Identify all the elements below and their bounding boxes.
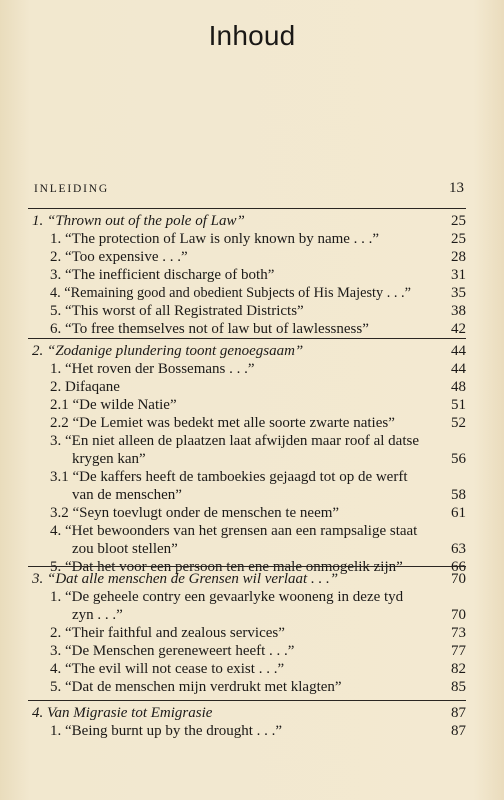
- toc-entry-page: 38: [451, 303, 466, 319]
- toc-entry-text-continued: krygen kan”: [72, 451, 146, 467]
- toc-entry-page: 82: [451, 661, 466, 677]
- toc-entry-text: 2. “Their faithful and zealous services”: [50, 625, 285, 641]
- toc-entry: [28, 378, 466, 396]
- toc-entry-text: 1. “Het roven der Bossemans . . .”: [50, 361, 255, 377]
- toc-entry-text-continued: van de menschen”: [72, 487, 182, 503]
- toc-entry-text: 3.1 “De kaffers heeft de tamboekies gejaagd tot op de werft: [50, 469, 408, 485]
- toc-entry: [28, 230, 466, 248]
- toc-entry-page: 61: [451, 505, 466, 521]
- toc-entry: [28, 660, 466, 678]
- toc-entry: [28, 504, 466, 522]
- toc-entry-text: 5. “Dat de menschen mijn verdrukt met klagten”: [50, 679, 342, 695]
- chapter-page-number: 25: [451, 213, 466, 229]
- toc-entry: [28, 432, 466, 468]
- toc-entry: [28, 284, 466, 302]
- toc-entry: [28, 468, 466, 504]
- toc-entry: [28, 642, 466, 660]
- toc-entry-text: 6. “To free themselves not of law but of lawlessness”: [50, 321, 369, 337]
- intro-row: [34, 180, 464, 197]
- chapter-divider: [28, 566, 466, 567]
- toc-entry-text: 4. “Het bewoonders van het grensen aan een rampsalige staat: [50, 523, 418, 539]
- toc-entry-page: 87: [451, 723, 466, 739]
- toc-entry-text-continued: zou bloot stellen”: [72, 541, 178, 557]
- toc-entry-text: 4. “The evil will not cease to exist . . .”: [50, 661, 285, 677]
- page-title: Inhoud: [208, 20, 296, 51]
- toc-entry-text: 1. “The protection of Law is only known by name . . .”: [50, 231, 380, 247]
- toc-entry: [28, 414, 466, 432]
- chapter-page-number: 70: [451, 571, 466, 587]
- toc-entry: [28, 320, 466, 338]
- chapter-title: 3. “Dat alle menschen de Grensen wil verlaat . . .”: [32, 571, 339, 587]
- toc-entry-text: 3.2 “Seyn toevlugt onder de menschen te neem”: [50, 505, 340, 521]
- toc-entry-page: 28: [451, 249, 466, 265]
- toc-entry-text: 5. “This worst of all Registrated Districts”: [50, 303, 304, 319]
- chapter-2: [28, 338, 466, 576]
- toc-entry-text: 3. “De Menschen gereneweert heeft . . .”: [50, 643, 295, 659]
- intro-label: INLEIDING: [34, 183, 109, 195]
- toc-entry-page: 63: [451, 541, 466, 557]
- toc-entry: [28, 396, 466, 414]
- chapter-divider: [28, 700, 466, 701]
- chapter-heading: [28, 342, 466, 360]
- chapter-heading: [28, 704, 466, 722]
- toc-entry-page: 66: [451, 559, 466, 575]
- toc-entry-text: 5. “Dat het voor een persoon ten ene male onmogelik zijn”: [50, 559, 403, 575]
- chapter-title: 1. “Thrown out of the pole of Law”: [32, 213, 245, 229]
- toc-entry-page: 48: [451, 379, 466, 395]
- toc-entry-page: 70: [451, 607, 466, 623]
- toc-entry-page: 51: [451, 397, 466, 413]
- toc-entry-page: 25: [451, 231, 466, 247]
- toc-entry-text: 1. “De geheele contry een gevaarlyke wooneng in deze tyd: [50, 589, 404, 605]
- toc-entry: [28, 266, 466, 284]
- toc-entry-text: 1. “Being burnt up by the drought . . .”: [50, 723, 283, 739]
- toc-entry-text: 2. Difaqane: [50, 379, 120, 395]
- chapter-title: 4. Van Migrasie tot Emigrasie: [32, 705, 213, 721]
- chapter-divider: [28, 338, 466, 339]
- toc-entry-page: 35: [451, 285, 466, 301]
- toc-entry-text: 4. “Remaining good and obedient Subjects of His Majesty . . .”: [50, 285, 411, 301]
- toc-entry-page: 73: [451, 625, 466, 641]
- toc-entry-page: 56: [451, 451, 466, 467]
- toc-entry-text: 3. “The inefficient discharge of both”: [50, 267, 275, 283]
- chapter-title: 2. “Zodanige plundering toont genoegsaam”: [32, 343, 304, 359]
- toc-entry-text: 2. “Too expensive . . .”: [50, 249, 188, 265]
- toc-entry-page: 77: [451, 643, 466, 659]
- toc-entry-page: 31: [451, 267, 466, 283]
- toc-entry: [28, 588, 466, 624]
- intro-page-number: 13: [449, 180, 464, 196]
- toc-entry: [28, 302, 466, 320]
- toc-entry: [28, 722, 466, 740]
- toc-entry-text: 2.2 “De Lemiet was bedekt met alle soorte zwarte naties”: [50, 415, 395, 431]
- chapter-heading: [28, 570, 466, 588]
- chapter-page-number: 44: [451, 343, 466, 359]
- chapter-divider: [28, 208, 466, 209]
- toc-entry-page: 42: [451, 321, 466, 337]
- toc-entry-text: 2.1 “De wilde Natie”: [50, 397, 177, 413]
- toc-entry: [28, 522, 466, 558]
- toc-entry-page: 52: [451, 415, 466, 431]
- chapter-page-number: 87: [451, 705, 466, 721]
- toc-entry-page: 85: [451, 679, 466, 695]
- toc-entry-page: 44: [451, 361, 466, 377]
- toc-entry: [28, 678, 466, 696]
- toc-entry: [28, 360, 466, 378]
- toc-entry-page: 58: [451, 487, 466, 503]
- toc-entry-text: 3. “En niet alleen de plaatzen laat afwijden maar roof al datse: [50, 433, 419, 449]
- toc-entry: [28, 624, 466, 642]
- toc-entry-text-continued: zyn . . .”: [72, 607, 123, 623]
- chapter-4: [28, 700, 466, 740]
- chapter-1: [28, 208, 466, 338]
- toc-entry: [28, 248, 466, 266]
- chapter-heading: [28, 212, 466, 230]
- chapter-3: [28, 566, 466, 696]
